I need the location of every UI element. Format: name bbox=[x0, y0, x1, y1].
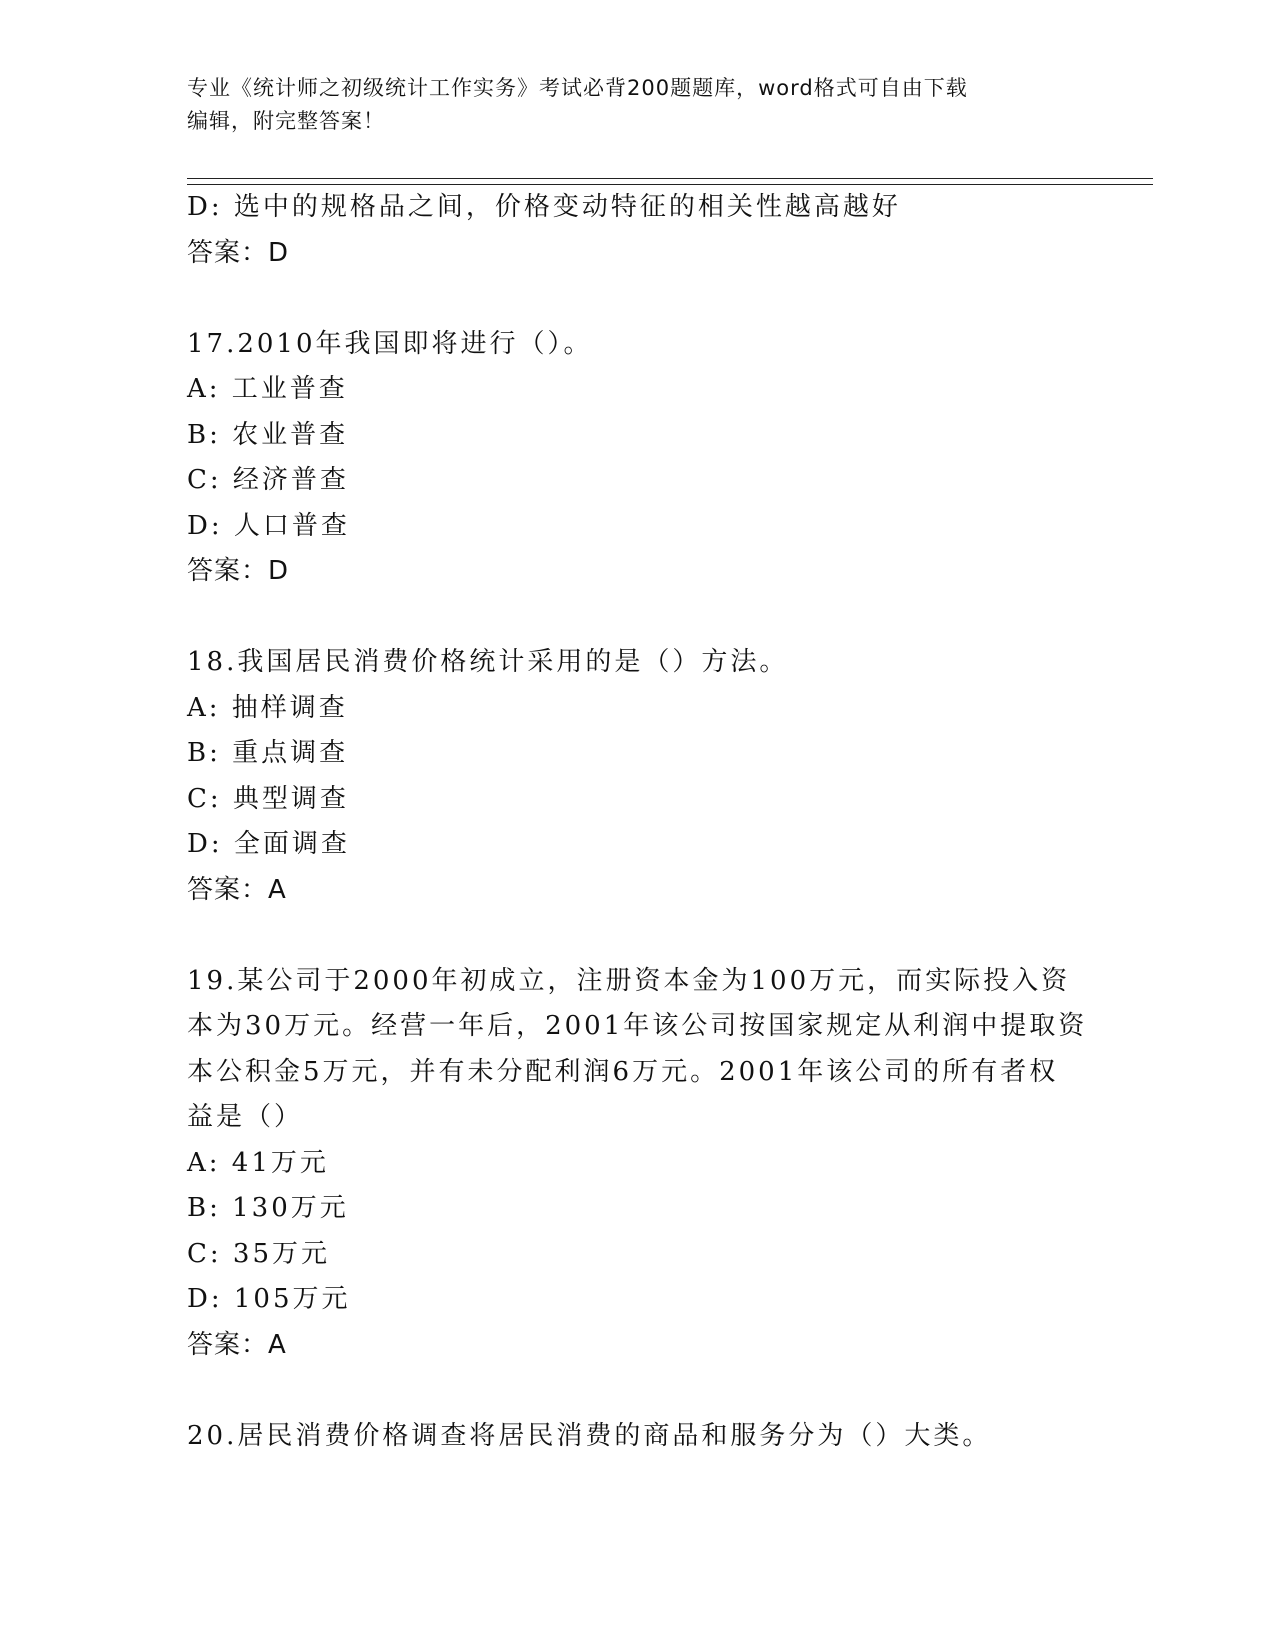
option-d: D: 全面调查 bbox=[187, 829, 350, 859]
question-text: 18.我国居民消费价格统计采用的是（）方法。 bbox=[187, 647, 789, 677]
option-d: D: 105万元 bbox=[187, 1284, 351, 1314]
question-18 bbox=[187, 640, 1087, 913]
option-d: D: 人口普查 bbox=[187, 510, 350, 541]
question-17 bbox=[187, 322, 1087, 595]
answer: 答案：D bbox=[187, 556, 290, 586]
option-a: A: 41万元 bbox=[187, 1147, 329, 1178]
question-text-line-1: 19.某公司于2000年初成立，注册资本金为100万元，而实际投入资 bbox=[187, 965, 1071, 996]
option-b: B: 130万元 bbox=[187, 1193, 349, 1223]
question-text: 17.2010年我国即将进行（）。 bbox=[187, 328, 593, 359]
spacer bbox=[187, 1368, 1087, 1414]
option-d: D: 选中的规格品之间，价格变动特征的相关性越高越好 bbox=[187, 192, 901, 222]
option-b: B: 农业普查 bbox=[187, 419, 349, 450]
question-text-line-2: 本为30万元。经营一年后，2001年该公司按国家规定从利润中提取资 bbox=[187, 1011, 1088, 1041]
option-c: C: 35万元 bbox=[187, 1238, 331, 1269]
option-c: C: 经济普查 bbox=[187, 465, 349, 495]
option-a: A: 抽样调查 bbox=[187, 692, 348, 723]
spacer bbox=[187, 913, 1087, 959]
option-b: B: 重点调查 bbox=[187, 738, 349, 768]
question-19 bbox=[187, 959, 1087, 1369]
header-line-2: 编辑，附完整答案！ bbox=[187, 109, 385, 133]
option-c: C: 典型调查 bbox=[187, 783, 349, 814]
option-a: A: 工业普查 bbox=[187, 374, 348, 404]
answer: 答案：A bbox=[187, 1329, 287, 1360]
spacer bbox=[187, 595, 1087, 641]
question-text: 20.居民消费价格调查将居民消费的商品和服务分为（）大类。 bbox=[187, 1420, 992, 1451]
answer: 答案：A bbox=[187, 874, 287, 905]
question-text-line-3: 本公积金5万元，并有未分配利润6万元。2001年该公司的所有者权 bbox=[187, 1056, 1059, 1087]
header-line-1: 专业《统计师之初级统计工作实务》考试必背200题题库，word格式可自由下载 bbox=[187, 76, 968, 100]
question-list bbox=[187, 185, 1087, 1459]
question-20 bbox=[187, 1414, 1087, 1460]
question-previous bbox=[187, 185, 1087, 276]
answer: 答案：D bbox=[187, 237, 290, 268]
header-divider-top bbox=[187, 178, 1153, 179]
question-text-line-4: 益是（） bbox=[187, 1102, 304, 1132]
document-header bbox=[187, 72, 1067, 138]
spacer bbox=[187, 276, 1087, 322]
